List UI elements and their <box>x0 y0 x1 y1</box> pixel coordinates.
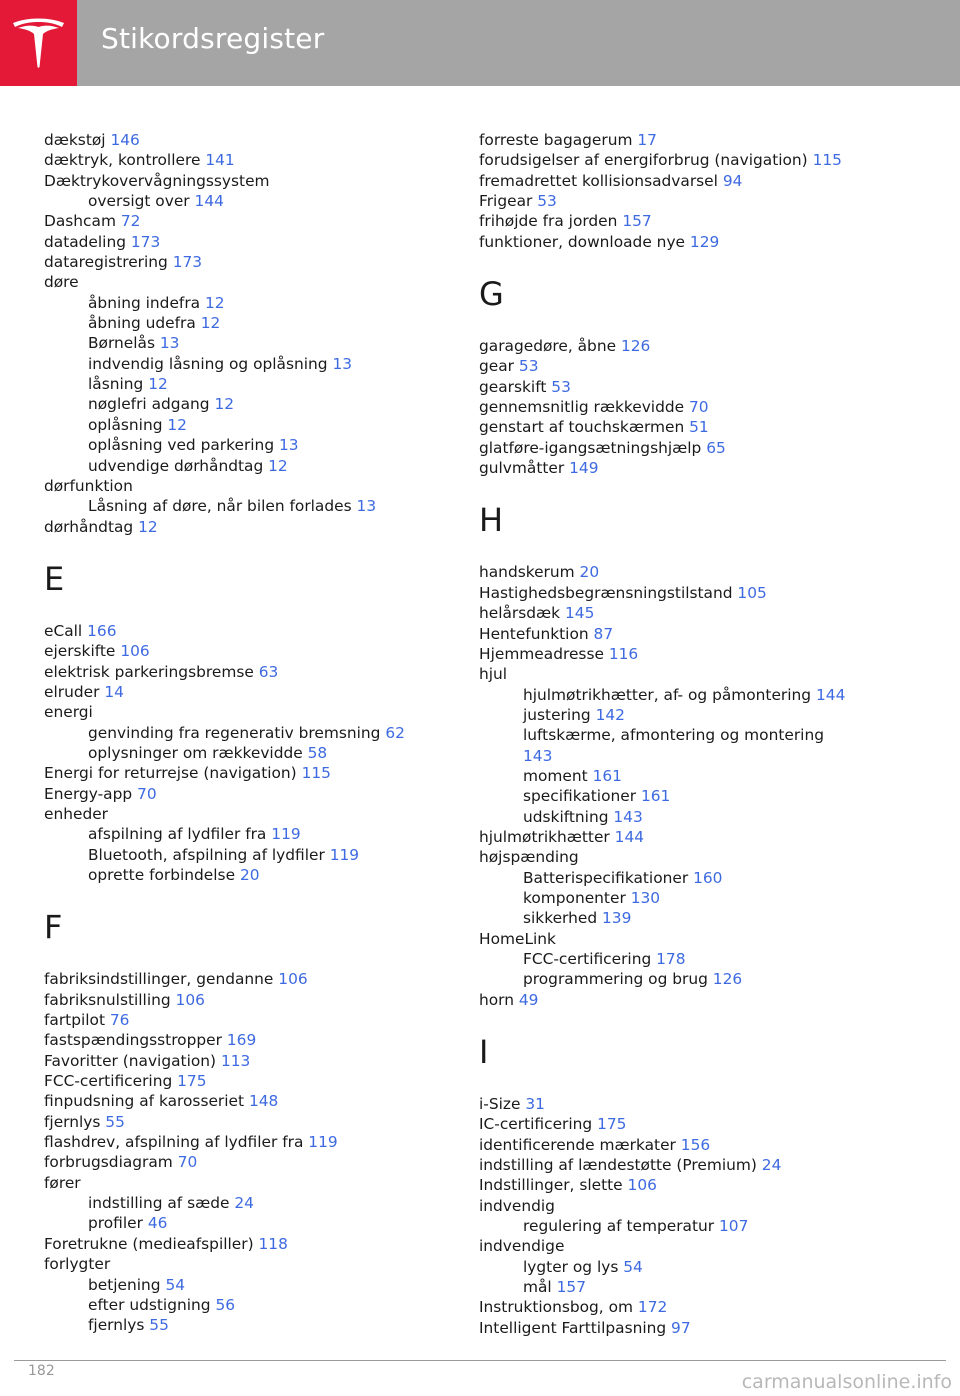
index-entry <box>44 1051 484 1071</box>
index-subentry <box>44 1275 484 1295</box>
page-link[interactable]: 87 <box>593 624 614 643</box>
page-link[interactable]: 160 <box>693 868 723 887</box>
index-entry <box>44 130 484 150</box>
page-link[interactable]: 12 <box>268 456 288 475</box>
page-link[interactable]: 143 <box>613 807 643 826</box>
page-link[interactable]: 119 <box>329 845 360 864</box>
index-term: åbning indefra <box>88 293 201 312</box>
index-entry <box>479 827 919 847</box>
page-link[interactable]: 12 <box>214 395 235 414</box>
index-entry <box>44 763 484 783</box>
index-entry <box>44 1112 484 1132</box>
page-link[interactable]: 119 <box>271 825 301 844</box>
index-column-left <box>44 130 484 1336</box>
index-entry <box>479 1196 919 1216</box>
index-subentry <box>44 1193 484 1213</box>
page-link[interactable]: 129 <box>689 232 720 251</box>
section-letter: F <box>44 908 63 947</box>
index-subentry <box>479 1257 919 1277</box>
index-term: frihøjde fra jorden <box>479 212 618 231</box>
page-link[interactable]: 54 <box>165 1275 186 1294</box>
page-link[interactable]: 24 <box>234 1194 254 1213</box>
index-entry <box>479 1236 919 1256</box>
index-term: Dæktrykovervågningssystem <box>44 171 270 190</box>
page-link[interactable]: 55 <box>149 1316 169 1335</box>
index-term: sikkerhed <box>523 909 598 928</box>
page-link[interactable]: 173 <box>172 253 203 272</box>
watermark: carmanualsonline.info <box>741 1371 952 1393</box>
page-link[interactable]: 13 <box>332 354 353 373</box>
page-link[interactable]: 157 <box>622 212 652 231</box>
index-term: højspænding <box>479 848 579 867</box>
page-link[interactable]: 12 <box>205 293 225 312</box>
page-link[interactable]: 49 <box>518 990 539 1009</box>
page-link[interactable]: 72 <box>120 212 141 231</box>
index-entry <box>479 990 919 1010</box>
page-link[interactable]: 126 <box>620 337 651 356</box>
index-term: enheder <box>44 804 109 823</box>
index-subentry <box>44 333 484 353</box>
index-term: fastspændingsstropper <box>44 1031 222 1050</box>
index-entry <box>44 1071 484 1091</box>
page-link[interactable]: 31 <box>525 1095 545 1114</box>
index-term: eCall <box>44 621 83 640</box>
index-term: Indstillinger, slette <box>479 1176 623 1195</box>
index-entry <box>44 1254 484 1274</box>
page-link[interactable]: 139 <box>602 909 632 928</box>
index-term: luftskærme, afmontering og montering <box>523 726 824 745</box>
index-term: genvinding fra regenerativ bremsning <box>88 723 381 742</box>
page-link[interactable]: 56 <box>215 1295 236 1314</box>
index-term: udskiftning <box>523 807 609 826</box>
index-term: fører <box>44 1173 81 1192</box>
index-subentry <box>479 705 919 725</box>
page-number: 182 <box>28 1363 55 1379</box>
index-term: Energi for returrejse (navigation) <box>44 764 297 783</box>
index-subentry <box>479 969 919 989</box>
index-entry <box>479 232 919 252</box>
index-column-right <box>479 130 919 1338</box>
page-link[interactable]: 17 <box>637 131 657 149</box>
tesla-logo-icon <box>10 17 67 69</box>
index-term: elruder <box>44 682 100 701</box>
index-subentry <box>479 746 919 766</box>
page-link[interactable]: 142 <box>595 705 625 724</box>
index-entry <box>479 1318 919 1338</box>
page-link[interactable]: 172 <box>637 1298 668 1317</box>
index-term: fjernlys <box>44 1112 101 1131</box>
index-term: finpudsning af karosseriet <box>44 1092 245 1111</box>
page-link[interactable]: 156 <box>680 1135 711 1154</box>
index-term: hjul <box>479 665 508 684</box>
index-subentry <box>479 725 919 745</box>
index-term: gulvmåtter <box>479 459 565 478</box>
index-term: fjernlys <box>88 1316 145 1335</box>
index-term: komponenter <box>523 888 626 907</box>
index-entry <box>479 150 919 170</box>
index-entry <box>44 990 484 1010</box>
index-entry <box>479 458 919 478</box>
index-term: dækstøj <box>44 131 106 149</box>
index-term: energi <box>44 703 93 722</box>
index-subentry <box>479 1216 919 1236</box>
page-link[interactable]: 70 <box>689 398 709 417</box>
page-title: Stikordsregister <box>101 22 325 55</box>
index-term: elektrisk parkeringsbremse <box>44 662 254 681</box>
index-subentry <box>479 766 919 786</box>
index-term: regulering af temperatur <box>523 1217 715 1236</box>
index-subentry <box>479 786 919 806</box>
page-link[interactable]: 24 <box>761 1156 782 1175</box>
index-term: gear <box>479 357 514 376</box>
index-term: fabriksindstillinger, gendanne <box>44 970 274 989</box>
index-entry <box>479 438 919 458</box>
page-link[interactable]: 54 <box>623 1257 643 1276</box>
section-letter: I <box>479 1033 489 1072</box>
page-link[interactable]: 143 <box>523 746 553 765</box>
index-entry <box>479 1297 919 1317</box>
index-entry <box>44 1030 484 1050</box>
index-term: betjening <box>88 1275 161 1294</box>
index-term: profiler <box>88 1214 143 1233</box>
index-term: Intelligent Farttilpasning <box>479 1318 667 1337</box>
index-entry <box>479 1094 919 1114</box>
index-entry <box>479 664 919 684</box>
page-link[interactable]: 70 <box>177 1153 198 1172</box>
page-link[interactable]: 113 <box>220 1051 251 1070</box>
index-entry <box>479 929 919 949</box>
page-link[interactable]: 46 <box>147 1214 168 1233</box>
index-term: dataregistrering <box>44 253 168 272</box>
index-subentry <box>44 191 484 211</box>
page-link[interactable]: 12 <box>167 415 187 434</box>
page-link[interactable]: 76 <box>109 1011 130 1030</box>
index-term: horn <box>479 990 514 1009</box>
index-subentry <box>479 807 919 827</box>
page-header <box>0 0 960 86</box>
index-term: Frigear <box>479 192 533 211</box>
page-link[interactable]: 55 <box>105 1112 125 1131</box>
index-term: gearskift <box>479 377 547 396</box>
page-link[interactable]: 13 <box>356 497 377 516</box>
page-link[interactable]: 20 <box>239 866 260 884</box>
index-subentry <box>44 865 484 885</box>
page-link[interactable]: 13 <box>279 436 299 455</box>
index-term: Hjemmeadresse <box>479 644 604 663</box>
index-term: døre <box>44 273 79 292</box>
page-link[interactable]: 106 <box>175 990 205 1009</box>
page-link[interactable]: 106 <box>278 970 308 989</box>
page-link[interactable]: 63 <box>258 662 279 681</box>
index-term: forbrugsdiagram <box>44 1153 173 1172</box>
index-subentry <box>479 949 919 969</box>
brand-logo <box>0 0 77 86</box>
index-term: Hastighedsbegrænsningstilstand <box>479 583 733 602</box>
index-subentry <box>479 1277 919 1297</box>
section-letter: H <box>479 501 504 540</box>
page-link[interactable]: 116 <box>608 644 639 663</box>
page-link[interactable]: 161 <box>640 787 671 806</box>
index-term: hjulmøtrikhætter <box>479 827 610 846</box>
index-term: helårsdæk <box>479 604 561 623</box>
index-term: Låsning af døre, når bilen forlades <box>88 497 352 516</box>
index-entry <box>479 397 919 417</box>
page-link[interactable]: 175 <box>177 1072 207 1091</box>
index-term: garagedøre, åbne <box>479 337 617 356</box>
index-term: FCC-certificering <box>523 950 652 968</box>
index-subentry <box>44 394 484 414</box>
index-term: oprette forbindelse <box>88 866 236 884</box>
index-term: specifikationer <box>523 787 637 806</box>
index-entry <box>44 252 484 272</box>
page-link[interactable]: 118 <box>258 1234 288 1253</box>
section-letter: G <box>479 275 504 314</box>
index-term: oplåsning <box>88 415 163 434</box>
page-link[interactable]: 51 <box>689 418 709 437</box>
page-link[interactable]: 141 <box>205 151 235 170</box>
index-term: ejerskifte <box>44 642 116 661</box>
page-link[interactable]: 115 <box>812 151 842 170</box>
index-term: programmering og brug <box>523 970 708 989</box>
index-term: fremadrettet kollisionsadvarsel <box>479 171 718 190</box>
index-term: Favoritter (navigation) <box>44 1051 217 1070</box>
index-subentry <box>479 888 919 908</box>
index-term: åbning udefra <box>88 314 196 333</box>
index-entry <box>479 603 919 623</box>
index-term: funktioner, downloade nye <box>479 232 686 251</box>
index-term: forlygter <box>44 1255 111 1274</box>
section-letter: E <box>44 559 65 598</box>
index-subentry <box>44 723 484 743</box>
page-link[interactable]: 148 <box>248 1092 279 1111</box>
page-link[interactable]: 97 <box>671 1318 691 1337</box>
index-entry <box>479 562 919 582</box>
index-subentry <box>479 685 919 705</box>
index-term: indvendig <box>479 1196 555 1215</box>
page-link[interactable]: 13 <box>159 334 180 353</box>
index-entry <box>479 377 919 397</box>
page-link[interactable]: 12 <box>138 517 158 536</box>
index-entry <box>479 336 919 356</box>
page-link[interactable]: 144 <box>194 192 224 211</box>
index-subentry <box>44 313 484 333</box>
index-entry <box>479 130 919 150</box>
index-subentry <box>44 374 484 394</box>
index-subentry <box>44 415 484 435</box>
page-link[interactable]: 173 <box>130 232 161 251</box>
page-link[interactable]: 149 <box>569 459 599 478</box>
index-entry <box>44 1234 484 1254</box>
index-entry <box>479 624 919 644</box>
index-term: Batterispecifikationer <box>523 868 689 887</box>
index-term: forudsigelser af energiforbrug (navigation) <box>479 151 808 170</box>
index-term: Hentefunktion <box>479 624 589 643</box>
index-entry <box>44 272 484 292</box>
index-entry <box>44 517 484 537</box>
index-entry <box>44 1091 484 1111</box>
index-entry <box>479 211 919 231</box>
index-entry <box>44 1173 484 1193</box>
index-term: oversigt over <box>88 192 190 211</box>
index-term: udvendige dørhåndtag <box>88 456 264 475</box>
index-entry <box>44 232 484 252</box>
index-entry <box>44 641 484 661</box>
index-entry <box>44 682 484 702</box>
index-term: Børnelås <box>88 334 155 353</box>
index-term: nøglefri adgang <box>88 395 210 414</box>
index-term: i-Size <box>479 1095 521 1114</box>
index-subentry <box>44 824 484 844</box>
index-subentry <box>44 354 484 374</box>
index-subentry <box>44 456 484 476</box>
page-link[interactable]: 107 <box>719 1217 749 1236</box>
page-link[interactable]: 53 <box>518 357 539 376</box>
page-link[interactable]: 161 <box>592 766 622 785</box>
page-link[interactable]: 105 <box>737 583 767 602</box>
index-entry <box>44 1010 484 1030</box>
index-term: Foretrukne (medieafspiller) <box>44 1234 254 1253</box>
index-term: hjulmøtrikhætter, af- og påmontering <box>523 685 812 704</box>
index-subentry <box>44 435 484 455</box>
footer-divider <box>14 1360 946 1361</box>
index-entry <box>479 1135 919 1155</box>
index-entry <box>44 171 484 191</box>
page-link[interactable]: 20 <box>579 563 600 582</box>
page-link[interactable]: 146 <box>110 131 140 149</box>
index-term: HomeLink <box>479 929 556 948</box>
index-term: genstart af touchskærmen <box>479 418 685 437</box>
page-link[interactable]: 119 <box>308 1133 338 1152</box>
page-link[interactable]: 58 <box>307 743 328 762</box>
index-subentry <box>44 496 484 516</box>
page-link[interactable]: 106 <box>120 642 150 661</box>
page-link[interactable]: 178 <box>656 950 686 968</box>
index-term: glatføre-igangsætningshjælp <box>479 438 702 457</box>
index-term: dæktryk, kontrollere <box>44 151 201 170</box>
index-entry <box>479 583 919 603</box>
index-entry <box>44 662 484 682</box>
index-term: oplåsning ved parkering <box>88 436 275 455</box>
index-term: FCC-certificering <box>44 1072 173 1091</box>
index-entry <box>44 702 484 722</box>
index-entry <box>44 476 484 496</box>
index-subentry <box>44 1295 484 1315</box>
index-term: justering <box>523 705 591 724</box>
index-entry <box>479 644 919 664</box>
index-subentry <box>44 1315 484 1335</box>
index-entry <box>44 150 484 170</box>
index-term: afspilning af lydfiler fra <box>88 825 267 844</box>
page-link[interactable]: 169 <box>226 1031 257 1050</box>
index-term: efter udstigning <box>88 1295 211 1314</box>
index-subentry <box>479 908 919 928</box>
index-entry <box>479 191 919 211</box>
index-term: forreste bagagerum <box>479 131 633 149</box>
index-entry <box>44 1152 484 1172</box>
page-link[interactable]: 65 <box>706 438 726 457</box>
index-term: IC-certificering <box>479 1115 593 1134</box>
index-term: indstilling af sæde <box>88 1194 230 1213</box>
index-entry <box>479 356 919 376</box>
index-term: flashdrev, afspilning af lydfiler fra <box>44 1133 304 1152</box>
index-term: låsning <box>88 375 144 394</box>
index-subentry <box>44 1213 484 1233</box>
page-link[interactable]: 166 <box>87 621 117 640</box>
page-link[interactable]: 130 <box>630 888 661 907</box>
index-term: moment <box>523 766 588 785</box>
page-link[interactable]: 144 <box>614 827 645 846</box>
page-link[interactable]: 126 <box>712 970 743 989</box>
index-subentry <box>44 293 484 313</box>
index-term: oplysninger om rækkevidde <box>88 743 303 762</box>
page-link[interactable]: 14 <box>104 682 124 701</box>
page-link[interactable]: 94 <box>722 171 743 190</box>
index-entry <box>479 847 919 867</box>
index-entry <box>44 784 484 804</box>
page-link[interactable]: 106 <box>627 1176 657 1195</box>
index-term: Dashcam <box>44 212 116 231</box>
page-link[interactable]: 157 <box>556 1278 586 1297</box>
index-subentry <box>44 845 484 865</box>
index-term: indvendig låsning og oplåsning <box>88 354 328 373</box>
index-term: fartpilot <box>44 1011 105 1030</box>
index-term: mål <box>523 1278 552 1297</box>
index-term: fabriksnulstilling <box>44 990 171 1009</box>
index-subentry <box>44 743 484 763</box>
page-link[interactable]: 12 <box>200 314 221 333</box>
page-link[interactable]: 12 <box>148 375 168 394</box>
index-term: dørfunktion <box>44 476 133 495</box>
index-term: Bluetooth, afspilning af lydfiler <box>88 845 325 864</box>
index-term: datadeling <box>44 232 126 251</box>
index-entry <box>479 1175 919 1195</box>
page-link[interactable]: 53 <box>537 192 557 211</box>
index-entry <box>479 1155 919 1175</box>
page-link[interactable]: 62 <box>385 723 405 742</box>
index-term: lygter og lys <box>523 1257 619 1276</box>
index-entry <box>44 211 484 231</box>
index-term: identificerende mærkater <box>479 1135 676 1154</box>
index-term: indstilling af lændestøtte (Premium) <box>479 1156 757 1175</box>
index-entry <box>479 417 919 437</box>
index-entry <box>479 1114 919 1134</box>
index-entry <box>44 1132 484 1152</box>
index-term: Instruktionsbog, om <box>479 1298 633 1317</box>
index-entry <box>44 804 484 824</box>
index-entry <box>479 171 919 191</box>
index-entry <box>44 621 484 641</box>
page-link[interactable]: 144 <box>815 685 846 704</box>
index-term: handskerum <box>479 563 575 582</box>
page-link[interactable]: 115 <box>301 764 331 783</box>
index-term: indvendige <box>479 1237 565 1256</box>
index-subentry <box>479 868 919 888</box>
index-entry <box>44 969 484 989</box>
page-link[interactable]: 145 <box>564 604 595 623</box>
page-link[interactable]: 175 <box>597 1115 627 1134</box>
index-term: gennemsnitlig rækkevidde <box>479 398 685 417</box>
page-link[interactable]: 70 <box>137 784 157 803</box>
index-term: Energy-app <box>44 784 133 803</box>
index-term: dørhåndtag <box>44 517 134 536</box>
page-link[interactable]: 53 <box>551 377 571 396</box>
